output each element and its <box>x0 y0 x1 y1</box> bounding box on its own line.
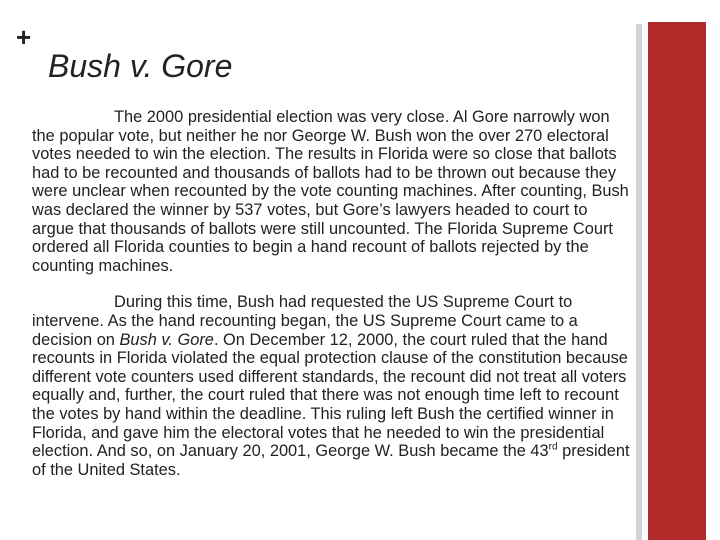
decorative-red-bar <box>648 22 706 540</box>
paragraph-2-part-1: During this time, Bush had requested the US Supreme Court to intervene. As the hand recounting began, the US Supreme Court came to a decision on <box>32 293 578 349</box>
slide-title: Bush v. Gore <box>48 48 233 84</box>
paragraph-election: The 2000 presidential election was very close. Al Gore narrowly won the popular vote, but neither he nor George W. Bush won the over 270 electoral votes needed to win the election. The results in Florida were so close that ballots had to be recounted and thousands of ballots had to be thrown out because they were unclear when recounted by the vote counting machines. After counting, Bush was declared the winner by 537 votes, but Gore’s lawyers headed to court to argue that thousands of ballots were still uncounted. The Florida Supreme Court ordered all Florida counties to begin a hand recount of ballots rejected by the counting machines. <box>32 108 629 275</box>
paragraph-supreme-court <box>32 293 630 479</box>
decorative-gray-bar <box>636 24 642 540</box>
plus-marker: + <box>16 22 32 52</box>
slide-body <box>32 108 630 479</box>
ordinal-suffix: rd <box>548 441 558 453</box>
paragraph-2-part-2: . On December 12, 2000, the court ruled that the hand recounts in Florida violated the equal protection clause of the constitution because different vote counters used different standards, the recount did not treat all voters equally and, further, the court ruled that there was not enough time left to recount the votes by hand within the deadline. This ruling left Bush the certified winner in Florida, and gave him the electoral votes that he needed to win the presidential election. And so, on January 20, 2001, George W. Bush became the 43 <box>32 330 628 461</box>
paragraph-2-part-3: president of the United States. <box>32 442 630 479</box>
case-name: Bush v. Gore <box>119 330 214 349</box>
